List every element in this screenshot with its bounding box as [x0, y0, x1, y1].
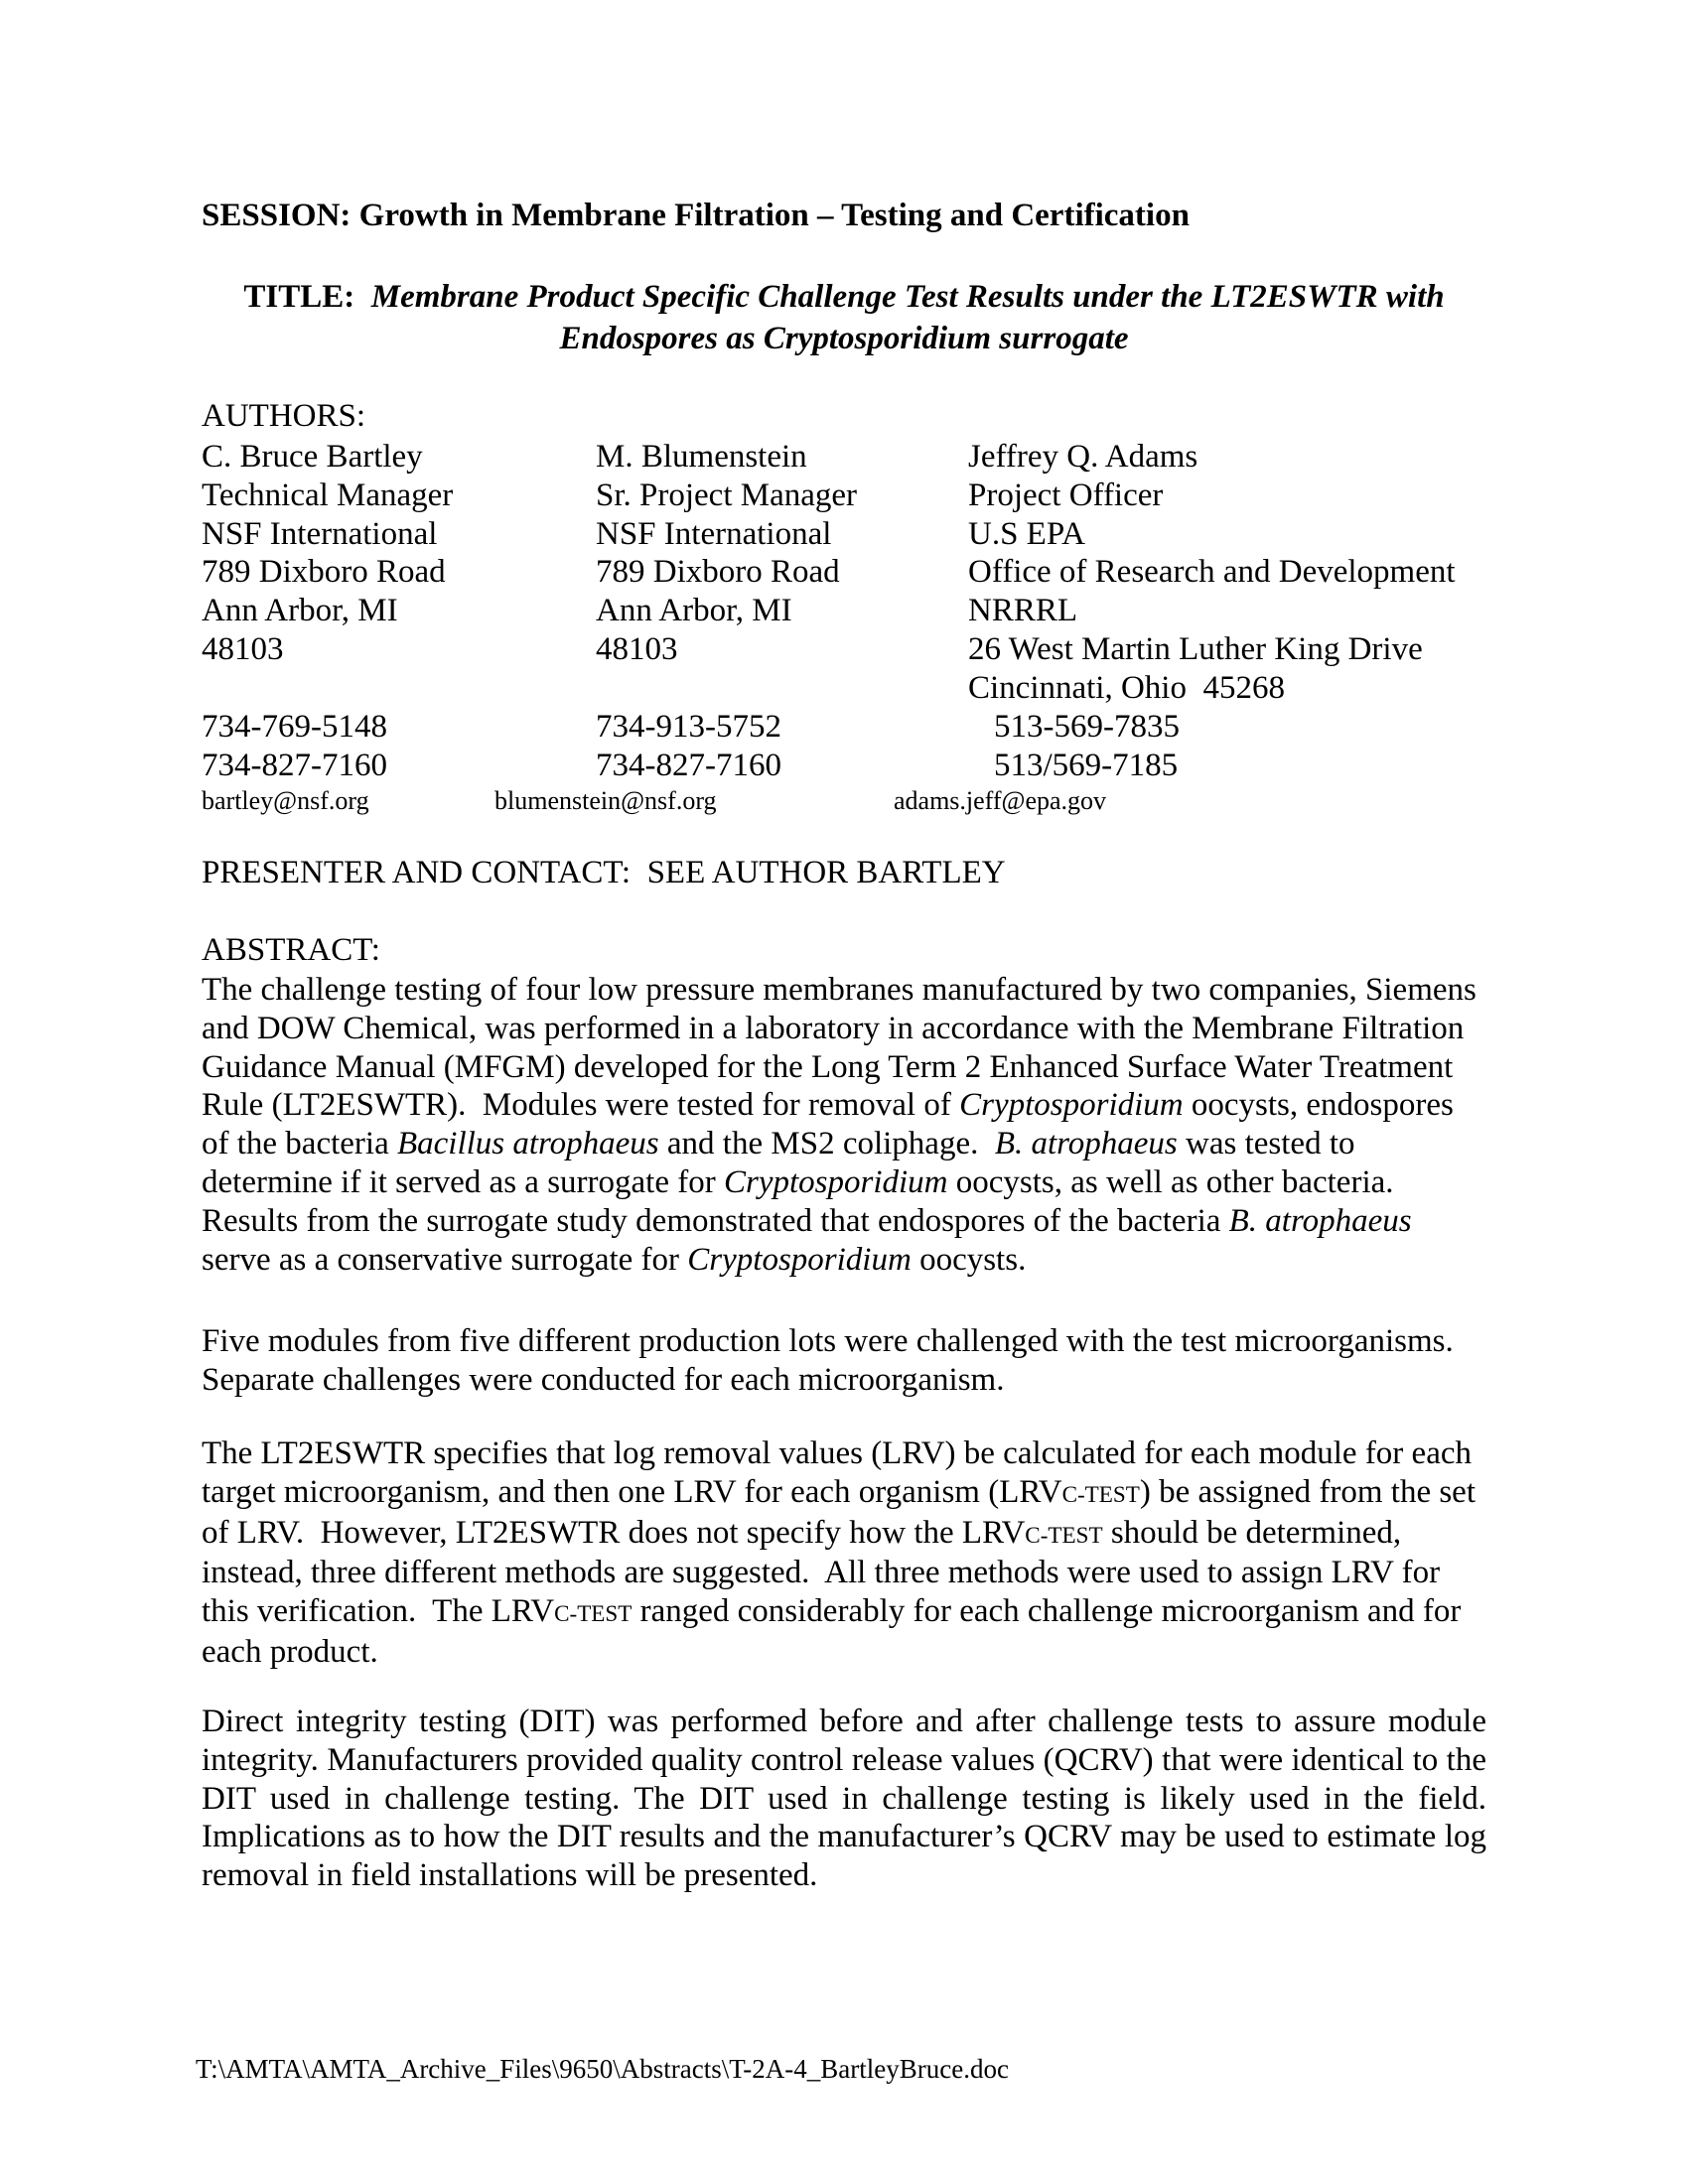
author-name: C. Bruce Bartley: [202, 439, 423, 475]
author-name: Jeffrey Q. Adams: [968, 439, 1198, 475]
abstract-paragraph-2: Five modules from five different production lots were challenged with the test microorganisms. Separate challenges were conducted for each microorganism.: [202, 1323, 1471, 1398]
author-phone-2: 734-827-7160: [596, 747, 781, 783]
abstract-paragraph-4: Direct integrity testing (DIT) was performed before and after challenge tests to assure module integrity. Manufacturers provided quality control release values (QCRV) that were identical to the DIT used in challenge testing. The DIT used in challenge testing is likely used in the field. Implications as to how the DIT results and the manufacturer’s QCRV may be used to estimate log removal in field installations will be presented.: [202, 1704, 1486, 1894]
author-street: 789 Dixboro Road: [202, 554, 446, 591]
author-phone-1: 734-913-5752: [596, 709, 781, 745]
author-lab: NRRRL: [968, 593, 1078, 629]
author-column-bartley: [202, 438, 596, 785]
author-phone-2: 513/569-7185: [994, 747, 1179, 783]
author-organization: NSF International: [202, 515, 438, 552]
session-heading: SESSION: Growth in Membrane Filtration – Testing and Certification: [202, 198, 1190, 233]
author-phone-1: 513-569-7835: [994, 709, 1180, 745]
author-city: Ann Arbor, MI: [202, 593, 398, 629]
author-street: 26 West Martin Luther King Drive: [968, 630, 1423, 667]
author-office: Office of Research and Development: [968, 554, 1456, 591]
author-column-blumenstein: [596, 438, 968, 785]
abstract-paragraph-1: The challenge testing of four low pressure membranes manufactured by two companies, Siemens and DOW Chemical, was performed in a laboratory in accordance with the Membrane Filtration Guidance Manual (MFGM) developed for the Long Term 2 Enhanced Surface Water Treatment Rule (LT2ESWTR). Modules were tested for removal of Cryptosporidium oocysts, endospores of the bacteria Bacillus atrophaeus and the MS2 coliphage. B. atrophaeus was tested to determine if it served as a surrogate for Cryptosporidium oocysts, as well as other bacteria. Results from the surrogate study demonstrated that endospores of the bacteria B. atrophaeus serve as a conservative surrogate for Cryptosporidium oocysts.: [202, 972, 1485, 1278]
author-zip: 48103: [202, 630, 284, 667]
footer-file-path: T:\AMTA\AMTA_Archive_Files\9650\Abstracts\T-2A-4_BartleyBruce.doc: [196, 2054, 1009, 2084]
presenter-line: PRESENTER AND CONTACT: SEE AUTHOR BARTLEY: [202, 855, 1006, 890]
title-block: [202, 276, 1486, 359]
author-phone-2: 734-827-7160: [202, 747, 387, 783]
abstract-paragraph-3: The LT2ESWTR specifies that log removal values (LRV) be calculated for each module for each target microorganism, and then one LRV for each organism (LRVC-TEST) be assigned from the set of LRV. However, LT2ESWTR does not specify how the LRVC-TEST should be determined, instead, three different methods are suggested. All three methods were used to assign LRV for this verification. The LRVC-TEST ranged considerably for each challenge microorganism and for each product.: [202, 1435, 1484, 1670]
title-line-2: Endospores as Cryptosporidium surrogate: [559, 321, 1129, 356]
author-zip: 48103: [596, 630, 678, 667]
abstract-label: ABSTRACT:: [202, 932, 380, 968]
author-address-block: [596, 438, 968, 708]
author-email-adams: adams.jeff@epa.gov: [894, 786, 1107, 815]
author-name: M. Blumenstein: [596, 439, 807, 475]
author-email-bartley: bartley@nsf.org: [202, 786, 369, 815]
author-city-zip: Cincinnati, Ohio 45268: [968, 669, 1285, 706]
author-street: 789 Dixboro Road: [596, 554, 840, 591]
author-title: Sr. Project Manager: [596, 477, 858, 513]
author-emails-row: [202, 785, 1486, 825]
authors-label: AUTHORS:: [202, 398, 366, 434]
author-title: Technical Manager: [202, 477, 454, 513]
author-column-adams: [968, 438, 1486, 785]
author-email-blumenstein: blumenstein@nsf.org: [494, 786, 717, 815]
author-organization: U.S EPA: [968, 515, 1085, 552]
author-address-block: [202, 438, 596, 708]
title-line-1: TITLE: Membrane Product Specific Challenge Test Results under the LT2ESWTR with: [243, 279, 1445, 315]
authors-columns: [202, 438, 1486, 785]
author-phone-1: 734-769-5148: [202, 709, 387, 745]
author-address-block: [968, 438, 1486, 708]
author-organization: NSF International: [596, 515, 832, 552]
author-title: Project Officer: [968, 477, 1164, 513]
author-city: Ann Arbor, MI: [596, 593, 792, 629]
